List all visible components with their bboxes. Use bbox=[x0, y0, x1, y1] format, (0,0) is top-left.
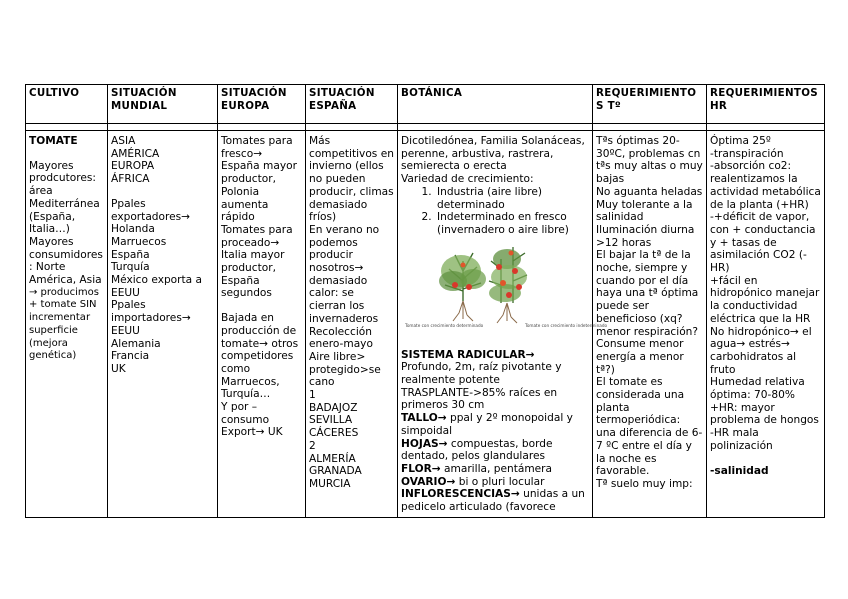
variedades-list bbox=[401, 186, 589, 237]
figure-caption-left: Tomate con crecimiento determinado bbox=[405, 322, 484, 328]
header-cell: SITUACIÓN ESPAÑA bbox=[306, 85, 398, 124]
list-item: 1. Industria (aire libre) determinado bbox=[435, 186, 589, 211]
header-cell: CULTIVO bbox=[26, 85, 108, 124]
salinidad-label: -salinidad bbox=[710, 464, 769, 477]
radicular-label: SISTEMA RADICULAR→ bbox=[401, 348, 535, 361]
botanica-cell: Dicotiledónea, Familia Solanáceas, perenne, arbustiva, rastrera, semierecta o erecta Variedad de crecimiento: 1. Industria (aire libre) determinado 2. Indeterminado en fresco (invernadero o aire libre) Tomate con crecimiento determinado Tomate con crecimiento indeterminado SISTEMA RADICULAR→ Profundo, 2m, raíz pivotante y realmente potente TRASPLANTE->85% raíces en primeros 30 cm TALLO→ ppal y 2º monopoidal y simpoidal HOJAS→ compuestas, borde dentado, pelos glandulares FLOR→ amarilla, pentámera OVARIO→ bi o pluri locular INFLORESCENCIAS→ unidas a un pedicelo articulado (favorece bbox=[398, 131, 593, 518]
header-cell: REQUERIMIENTOS Tº bbox=[593, 85, 707, 124]
document-page bbox=[25, 84, 824, 512]
header-cell: BOTÁNICA bbox=[398, 85, 593, 124]
spacer-row bbox=[26, 124, 825, 131]
list-item: 2. Indeterminado en fresco (invernadero o aire libre) bbox=[435, 211, 589, 236]
crop-table bbox=[25, 84, 825, 518]
temperatura-cell: Tªs óptimas 20-30ºC, problemas cn tªs muy altas o muy bajas No aguanta heladas Muy tolerante a la salinidad Iluminación diurna >12 horas El bajar la tª de la noche, siempre y cuando por el día haya una tª óptima puede ser beneficioso (xq? menor respiración? Consume menor energía a menor tª?) El tomate es considerada una planta termoperiódica: una diferencia de 6-7 ºC entre el día y la noche es favorable. Tª suelo muy imp: bbox=[593, 131, 707, 518]
tomato-plants-figure bbox=[401, 241, 608, 347]
mundial-cell: ASIA AMÉRICA EUROPA ÁFRICA Ppales exportadores→ Holanda Marruecos España Turquía México exporta a EEUU Ppales importadores→ EEUU Alemania Francia UK bbox=[108, 131, 218, 518]
europa-cell: Tomates para fresco→ España mayor productor, Polonia aumenta rápido Tomates para proceado→ Italia mayor productor, España segundos Bajada en producción de tomate→ otros competidores como Marruecos, Turquía… Y por – consumo Export→ UK bbox=[218, 131, 306, 518]
header-row bbox=[26, 85, 825, 124]
tomate-row bbox=[26, 131, 825, 518]
espana-cell: Más competitivos en invierno (ellos no pueden producir, climas demasiado fríos) En verano no podemos producir nosotros→ demasiado calor: se cierran los invernaderos Recolección enero-mayo Aire libre> protegido>se cano 1 BADAJOZ SEVILLA CÁCERES 2 ALMERÍA GRANADA MURCIA bbox=[306, 131, 398, 518]
crop-name: TOMATE bbox=[29, 135, 78, 147]
cultivo-cell: TOMATE Mayores prodcutores: área Mediterránea (España, Italia…) Mayores consumidores: Norte América, Asia → producimos + tomate SIN incrementar superficie (mejora genética) bbox=[26, 131, 108, 518]
header-cell: SITUACIÓN EUROPA bbox=[218, 85, 306, 124]
indeterminate-plant bbox=[489, 247, 527, 323]
header-cell: SITUACIÓN MUNDIAL bbox=[108, 85, 218, 124]
header-cell: REQUERIMIENTOS HR bbox=[707, 85, 825, 124]
determinate-plant bbox=[439, 253, 486, 321]
tomato-plants-illustration bbox=[401, 241, 608, 347]
humedad-cell: Óptima 25º -transpiración -absorción co2: realentizamos la actividad metabólica de la planta (+HR) -+déficit de vapor, con + conductancia y + tasas de asimilación CO2 (-HR) +fácil en hidropónico manejar la conductividad eléctrica que la HR No hidropónico→ el agua→ estrés→ carbohidratos al fruto Humedad relativa óptima: 70-80% +HR: mayor problema de hongos -HR mala polinización -salinidad bbox=[707, 131, 825, 518]
figure-caption-right: Tomate con crecimiento indeterminado bbox=[525, 322, 608, 328]
